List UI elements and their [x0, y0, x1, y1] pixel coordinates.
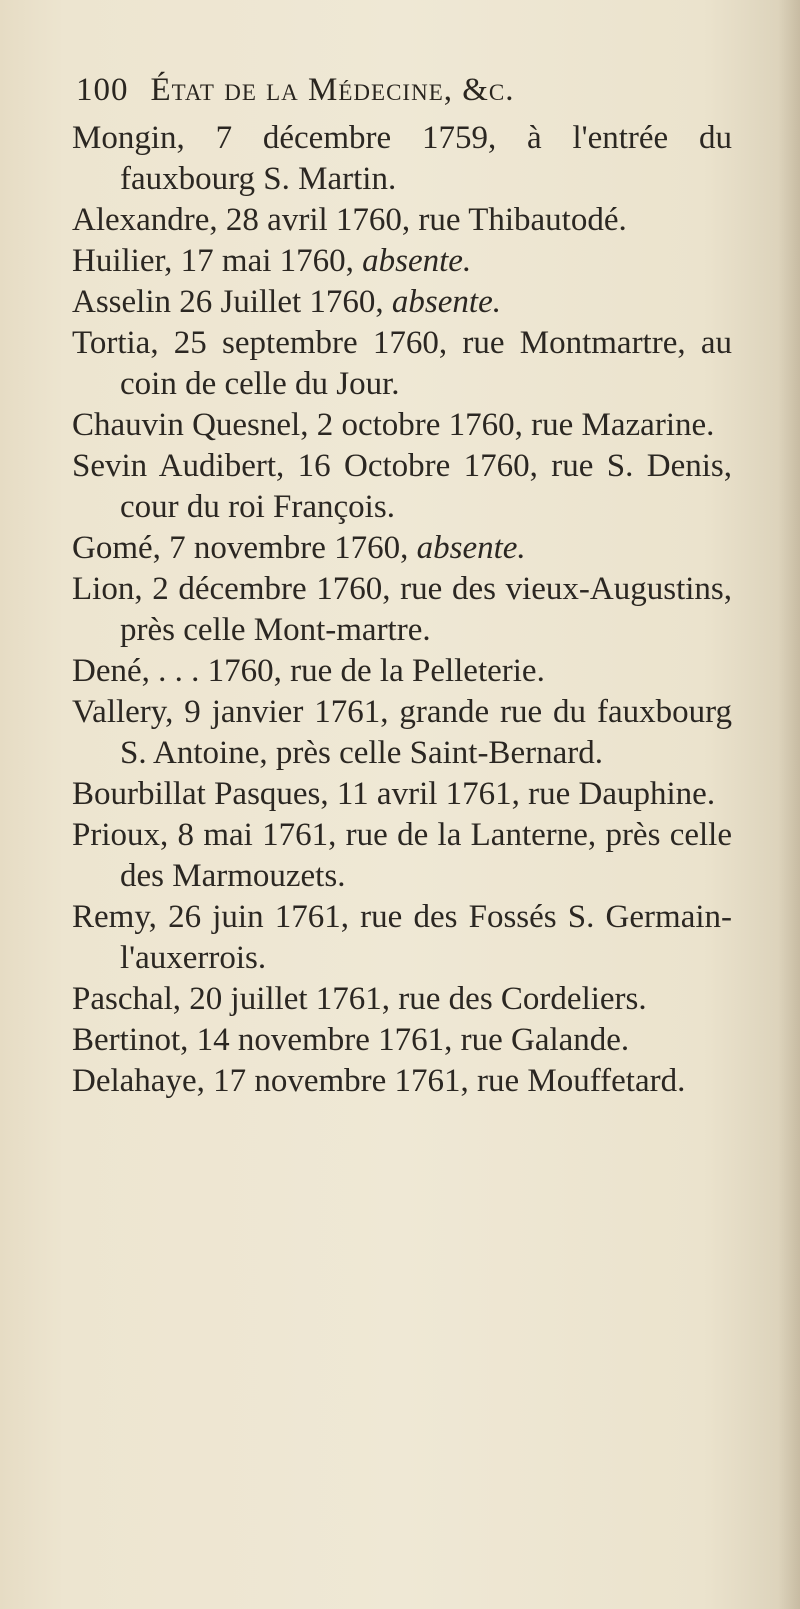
- entry-text: Huilier, 17 mai 1760,: [72, 243, 363, 279]
- list-item: [72, 528, 732, 569]
- list-item: [72, 118, 732, 200]
- entry-text: Bourbillat Pasques, 11 avril 1761, rue Dauphine.: [72, 776, 716, 812]
- list-item: [72, 979, 732, 1020]
- list-item: [72, 1061, 732, 1102]
- entry-text: Lion, 2 décembre 1760, rue des vieux-Augustins, près celle Mont-martre.: [72, 571, 732, 648]
- entry-text: Alexandre, 28 avril 1760, rue Thibautodé.: [72, 202, 627, 238]
- list-item: [72, 569, 732, 651]
- entry-note: absente.: [362, 243, 472, 279]
- list-item: [72, 651, 732, 692]
- list-item: [72, 692, 732, 774]
- entry-text: Tortia, 25 septembre 1760, rue Montmartre, au coin de celle du Jour.: [72, 325, 732, 402]
- page-edge-shadow: [778, 0, 800, 1609]
- list-item: [72, 1020, 732, 1061]
- list-item: [72, 405, 732, 446]
- entry-text: Paschal, 20 juillet 1761, rue des Cordeliers.: [72, 981, 647, 1017]
- list-item: [72, 774, 732, 815]
- entry-list: [72, 118, 732, 1102]
- entry-text: Sevin Audibert, 16 Octobre 1760, rue S. Denis, cour du roi François.: [72, 448, 732, 525]
- running-head: [76, 72, 726, 109]
- list-item: [72, 200, 732, 241]
- list-item: [72, 241, 732, 282]
- list-item: [72, 446, 732, 528]
- entry-text: Remy, 26 juin 1761, rue des Fossés S. Germain-l'auxerrois.: [72, 899, 732, 976]
- entry-text: Chauvin Quesnel, 2 octobre 1760, rue Mazarine.: [72, 407, 715, 443]
- list-item: [72, 282, 732, 323]
- page-title: État de la Médecine, &c.: [150, 72, 515, 108]
- entry-text: Dené, . . . 1760, rue de la Pelleterie.: [72, 653, 545, 689]
- entry-note: absente.: [416, 530, 526, 566]
- entry-text: Prioux, 8 mai 1761, rue de la Lanterne, près celle des Marmouzets.: [72, 817, 732, 894]
- entry-note: absente.: [391, 284, 501, 320]
- entry-text: Delahaye, 17 novembre 1761, rue Mouffetard.: [72, 1063, 686, 1099]
- entry-text: Asselin 26 Juillet 1760,: [72, 284, 392, 320]
- page-number: 100: [76, 72, 129, 108]
- list-item: [72, 897, 732, 979]
- entry-text: Mongin, 7 décembre 1759, à l'entrée du fauxbourg S. Martin.: [72, 120, 732, 197]
- list-item: [72, 815, 732, 897]
- entry-text: Vallery, 9 janvier 1761, grande rue du fauxbourg S. Antoine, près celle Saint-Bernard.: [72, 694, 732, 771]
- list-item: [72, 323, 732, 405]
- entry-text: Gomé, 7 novembre 1760,: [72, 530, 417, 566]
- entry-text: Bertinot, 14 novembre 1761, rue Galande.: [72, 1022, 630, 1058]
